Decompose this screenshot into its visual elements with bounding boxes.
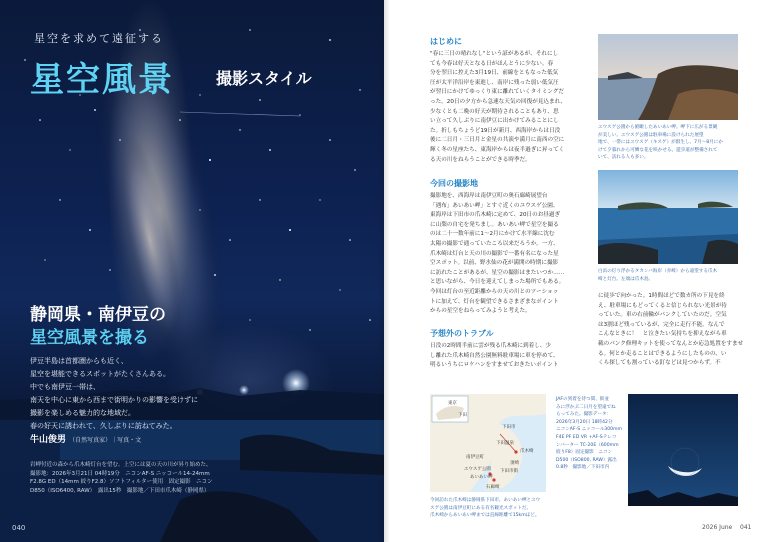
body-line: と思いながら、今日を迎えてしまった場所でもある。	[430, 279, 565, 286]
lead-line: 南天を中心に東から西まで街明かりの影響を受けずに	[30, 396, 198, 404]
body-line: っていた。車の右前輪がパンクしていたのだ。空気	[598, 312, 727, 319]
photo-caption-moon	[556, 396, 622, 472]
lead-line: 撮影を楽しめる魅力的な地域だ。	[30, 409, 135, 417]
page-title: 星空風景	[30, 60, 174, 100]
subhead-location: 静岡県・南伊豆の	[30, 305, 166, 325]
photo-caption-aiai	[598, 124, 723, 162]
caption-line: らってみた。撮影データ：	[556, 412, 612, 418]
photo-caption	[30, 461, 330, 495]
body-line: い立って久しぶりに南伊豆に出かけてみることにし	[430, 118, 559, 125]
map-label: 下田温泉	[496, 441, 514, 446]
lead-line: 中でも南伊豆一帯は、	[30, 383, 100, 391]
spine-gutter	[378, 0, 390, 542]
map-label: 南伊豆町	[466, 455, 484, 460]
body-line: 今回は灯台の至近距離からの天の川とのツーショッ	[430, 288, 559, 295]
issue-label: 2026 June	[702, 524, 733, 531]
body-line: 後に二日月・三日月と金星の共演や満月に南西の空に	[430, 137, 565, 144]
map-label: 下田市街	[500, 469, 518, 474]
caption-line: 爪木崎からあいあい岬までは直線距離で15kmほど。	[430, 513, 540, 519]
section-heading-trouble: 予想外のトラブル	[430, 329, 494, 338]
body-line: 明るいうちにロケハンをすませておきたいポイント	[430, 362, 559, 369]
body-line: た。折しもちょうど19日が新月、西海岸からは日没	[430, 127, 561, 134]
caption-line: D500（ISO800, RAW）露出	[556, 457, 617, 463]
body-line: 太陽の撮影で通っていたころ以来だろうか。一方、	[430, 240, 559, 247]
body-line: "春に三日の晴れなし"という諺があるが、それにし	[430, 51, 559, 57]
section-heading-location: 今回の撮影地	[430, 179, 478, 188]
page-number-right: 041	[740, 524, 752, 531]
body-line: からの星空をねらってみようと考えた。	[430, 308, 531, 315]
body-line: のは二十一数年前に1～2月にかけて水平線に沈む	[430, 231, 555, 238]
caption-line: 絞りF8）固定撮影 ニコン	[556, 450, 613, 456]
body-line: が翌日にかけてゆっくり東に離れていくタイミングだ	[430, 89, 564, 96]
body-line: に徒歩で向かった。1時間ほどで数カ所の下見を終	[598, 293, 725, 299]
caption-line: 岩岬付近の森から爪木崎灯台を望む。上空には夏の天の川が昇り始めた。	[30, 462, 212, 468]
caption-line: 白浜の灯り浮かるタカンバ海岸（赤崎）から遠望する爪木	[598, 269, 718, 274]
body-line: 輝く冬の星座たち、東海岸からは夜半過ぎに昇ってく	[430, 146, 565, 153]
caption-line: 2026年3月20日 18時42分	[556, 419, 613, 425]
caption-line: けて夕暮れから可憐な花を咲かせる。遊歩道が整備されて	[598, 147, 718, 153]
body-line: 圧が太平洋沿岸を東進し、南岸に残った弱い低気圧	[430, 79, 559, 86]
body-line: った。20日の夕方から急速な天気の回復が見込まれ、	[430, 98, 567, 105]
caption-line: 地で、一帯にはユウスゲ（キスゲ）が群生し、7月～8月にか	[598, 140, 723, 146]
page-number-left: 040	[12, 524, 26, 532]
map-label: 須崎	[510, 461, 519, 466]
body-line: し離れた爪木崎自然公園無料駐車場に車を停めて、	[430, 352, 559, 359]
location-map	[430, 394, 546, 492]
caption-line: 0.8秒 撮影地／下田市内	[556, 465, 610, 471]
caption-line: 崎と灯台。左端は爪木島。	[598, 276, 654, 282]
body-line: 空スポット。以前、野水仙の花が満開の時期に撮影	[430, 260, 559, 267]
subhead-theme: 星空風景を撮る	[30, 328, 149, 348]
page-subtitle: 撮影スタイル	[216, 69, 312, 88]
lead-paragraph	[30, 355, 220, 433]
caption-line: F2.8G ED（14mm 絞りF2.8）ソフトフィルター使用 固定撮影 ニコン	[30, 479, 213, 485]
body-line: に訪れたことがあるが、星空の撮影はまたいつか……	[430, 269, 565, 276]
caption-line: D850（ISO6400, RAW） 露出15秒 撮影地／下田市爪木崎（静岡県）	[30, 487, 210, 494]
author-credit	[30, 432, 141, 445]
map-label: 下田	[458, 413, 467, 418]
section-body-location	[430, 192, 564, 317]
body-line: 東海岸は下田市の爪木崎に定めて、20日のお昼過ぎ	[430, 212, 561, 219]
author-name: 牛山俊男	[30, 435, 67, 445]
body-line: 少なくとも二晩の好天が期待されることもあり、思	[430, 108, 559, 115]
section-body-intro	[430, 50, 566, 165]
lead-line: 伊豆半島は首都圏からも近く、	[30, 357, 128, 365]
body-line: こんなときに！ と泣きたい気持ちを抑えながら車	[598, 331, 727, 338]
caption-line: ンバーター TC-20E（600mm	[556, 442, 619, 448]
body-line: 撮影地を、西海岸は南伊豆町の奥石廊崎展望台	[430, 193, 548, 199]
body-line: る天の川をねらうことができる時季だ。	[430, 156, 531, 163]
body-line: くら探しても割っている釘などは見つからず。不	[598, 360, 721, 367]
map-label: 下田市	[502, 425, 516, 430]
photo-tsumekizaki	[598, 170, 738, 264]
body-line: は3割ほど残っているが、完全に走行不能。なんで	[598, 321, 725, 328]
caption-line: みに浮かぶ二日月を望遠でね	[556, 404, 616, 410]
photo-caption-tsumekizaki	[598, 268, 717, 283]
section-body-continued	[598, 292, 743, 369]
caption-line: 撮影地：2026年3月21日 04時19分 ニコンAF-S ニッコール14-24mm	[30, 470, 210, 477]
author-role: （自然写真家）｜写真・文	[69, 437, 142, 444]
body-line: る。何とか走ることはできるようにしたものの、い	[598, 350, 727, 357]
body-line: 「遇布」あいあい岬」とすぐ近くのユウスゲ公園、	[430, 202, 559, 209]
map-caption	[430, 497, 540, 520]
lead-line: 星空を堪能できるスポットがたくさんある。	[30, 370, 170, 378]
caption-line: F4E PF ED VR +AF-Sテレコ	[556, 434, 617, 440]
caption-line: ユウスゲ公園から俯瞰したあいあい岬。岬下に広がる景観	[598, 125, 718, 130]
photo-aiai-cape	[598, 34, 738, 120]
body-line: 日没の2時間半前に雲が残る爪木崎に到着し、少	[430, 343, 552, 349]
section-heading-intro: はじめに	[430, 37, 462, 46]
map-label: 爪木崎	[520, 449, 534, 454]
body-line: 分を翌日に控えた3月19日、前線をともなった低気	[430, 70, 559, 77]
right-page	[384, 0, 768, 542]
lead-line: 春の好天に誘われて、久しぶりに訪ねてみた。	[30, 422, 177, 430]
body-line: ても今春は好天となる日がほんとうに少ない。春	[430, 60, 554, 67]
eyebrow-text: 星空を求めて遠征する	[34, 32, 164, 45]
map-label: あいあい岬	[470, 475, 493, 480]
map-label: ユウスゲ公園	[464, 467, 491, 472]
caption-line: スゲ公園は南伊豆町にある有名観光スポットだ。	[430, 505, 532, 511]
photo-crescent-moon	[628, 394, 738, 506]
map-label: 東京	[448, 401, 457, 406]
caption-line: ニコンAF-S ニッコール300mm	[556, 427, 623, 433]
caption-line: が美しい。ユウスゲ公園は駐車場に設けられた展望	[598, 132, 704, 138]
map-label: 石廊崎	[486, 485, 500, 490]
body-line: 載のパンク修理キットを使ってなんとか応急処置をすませ	[598, 340, 744, 347]
body-line: トに加えて、灯台を観望できるさまざまなポイント	[430, 298, 559, 305]
caption-line: いて、訪れる人も多い。	[598, 155, 649, 161]
caption-line: 今回訪れた爪木崎は静岡県下田市、あいあい岬とユウ	[430, 498, 541, 503]
body-line: え、駐車場にもどってくると信じられない光景が待	[598, 302, 727, 309]
body-line: 爪木崎は灯台と天の川の撮影で一番有名になった星	[430, 250, 559, 257]
caption-line: JAFの到着を待つ間、街並	[556, 397, 609, 402]
body-line: に山梨の自宅を発ちまし。あいあい岬で星空を撮る	[430, 221, 559, 228]
section-body-trouble	[430, 342, 559, 371]
